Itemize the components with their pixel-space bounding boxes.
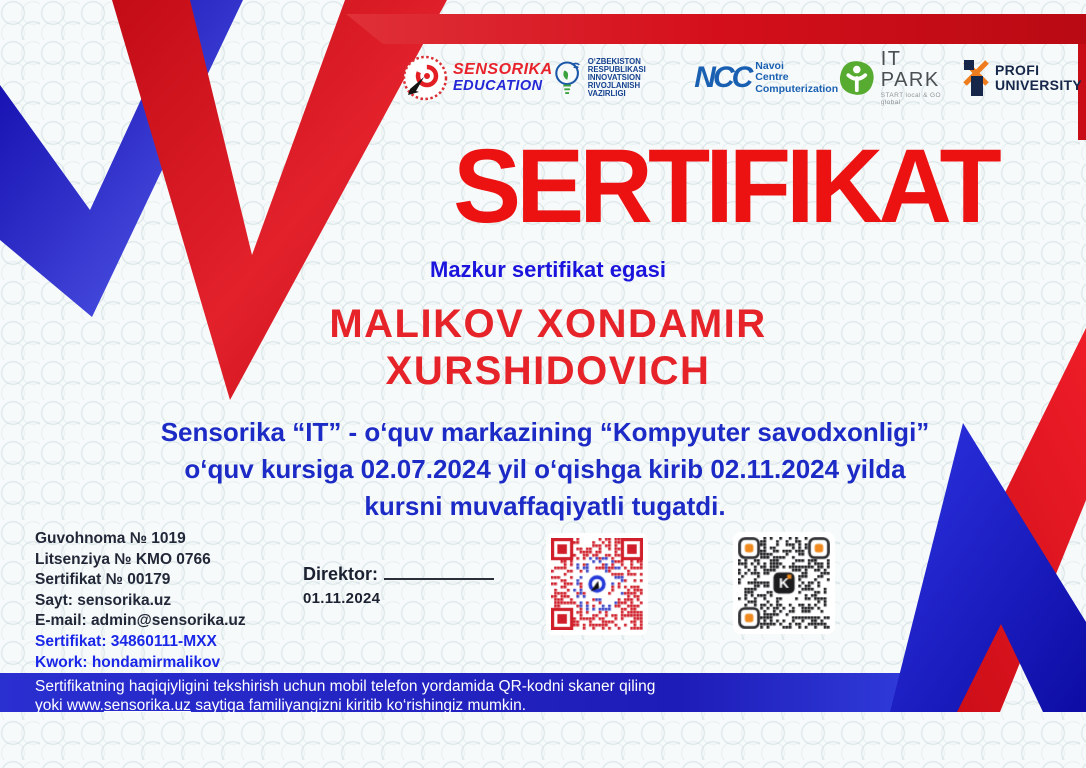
verification-note-line1: Sertifikatning haqiqiyligini tekshirish uchun mobil telefon yordamida QR-kodni skaner qiling — [35, 678, 656, 695]
it-park-icon — [838, 58, 876, 98]
sensorika-logo-line2: EDUCATION — [453, 77, 543, 94]
certificate-title: SERTIFIKAT — [453, 128, 997, 245]
it-park-logo — [838, 49, 962, 107]
sensorika-logo-icon — [402, 55, 448, 101]
top-red-bar — [346, 14, 1086, 44]
it-park-tagline: START local & GO global — [880, 92, 941, 106]
sensorika-logo-line1: SENSORIKA — [453, 60, 553, 78]
profi-university-logo — [962, 58, 1082, 98]
ministry-line3: VAZIRLIGI — [587, 89, 626, 99]
sensorika-qr-code — [551, 538, 643, 630]
partner-logos-bar — [402, 48, 1082, 108]
ministry-line2: INNOVATSION RIVOJLANISH — [587, 72, 641, 91]
credential-litsenziya: Litsenziya № KMO 0766 — [35, 550, 211, 568]
verification-url-prefix: yoki www. — [35, 697, 104, 714]
verification-note-suffix: saytiga familiyangizni kiritib ko‘rishingiz mumkin. — [190, 697, 527, 714]
course-description-line3: kursni muvaffaqiyatli tugatdi. — [364, 491, 726, 521]
sensorika-education-logo — [402, 55, 553, 101]
profi-line2: UNIVERSITY — [994, 77, 1082, 93]
credential-sertifikat-id: Sertifikat: 34860111-MXX — [35, 632, 217, 650]
profi-university-icon — [962, 58, 990, 98]
ncc-line2: Centre — [755, 71, 789, 84]
credentials-block — [35, 530, 246, 674]
credential-sayt: Sayt: sensorika.uz — [35, 591, 172, 609]
ncc-logo — [694, 61, 838, 95]
ministry-line1: O‘ZBEKISTON RESPUBLIKASI — [587, 56, 646, 74]
credential-sertifikat-no: Sertifikat № 00179 — [35, 571, 171, 589]
ncc-abbr-icon: NCC — [694, 61, 751, 94]
credential-email: E-mail: admin@sensorika.uz — [35, 612, 246, 630]
ncc-line3: Computerization — [755, 82, 839, 95]
innovation-ministry-logo — [553, 56, 695, 100]
course-description-line2: o‘quv kursiga 02.07.2024 yil o‘qishga kirib 02.11.2024 yilda — [184, 454, 906, 484]
ministry-bulb-icon — [553, 56, 583, 100]
credential-guvohnoma: Guvohnoma № 1019 — [35, 530, 186, 547]
verification-url-link: sensorika.uz — [103, 697, 191, 714]
recipient-name-line1: MALIKOV XONDAMIR — [329, 302, 767, 346]
sensorika-qr-box — [546, 533, 648, 635]
profi-line1: PROFI — [994, 62, 1040, 79]
certificate-subtitle: Mazkur sertifikat egasi — [430, 257, 666, 282]
it-park-label: IT PARK — [880, 48, 940, 92]
recipient-name-line2: XURSHIDOVICH — [385, 349, 711, 393]
signature-block — [303, 564, 494, 607]
signature-line — [384, 564, 494, 580]
signature-date: 01.11.2024 — [303, 590, 381, 607]
verification-note — [35, 677, 655, 715]
verification-note-line2 — [35, 696, 655, 715]
director-label: Direktor: — [303, 564, 379, 584]
kwork-qr-box — [733, 532, 835, 634]
kwork-qr-code — [738, 537, 830, 629]
recipient-name — [180, 301, 916, 395]
credential-kwork: Kwork: hondamirmalikov — [35, 653, 221, 671]
course-description-line1: Sensorika “IT” - o‘quv markazining “Kompyuter savodxonligi” — [160, 417, 930, 447]
ncc-line1: Navoi — [755, 60, 784, 73]
course-description — [83, 414, 1007, 525]
